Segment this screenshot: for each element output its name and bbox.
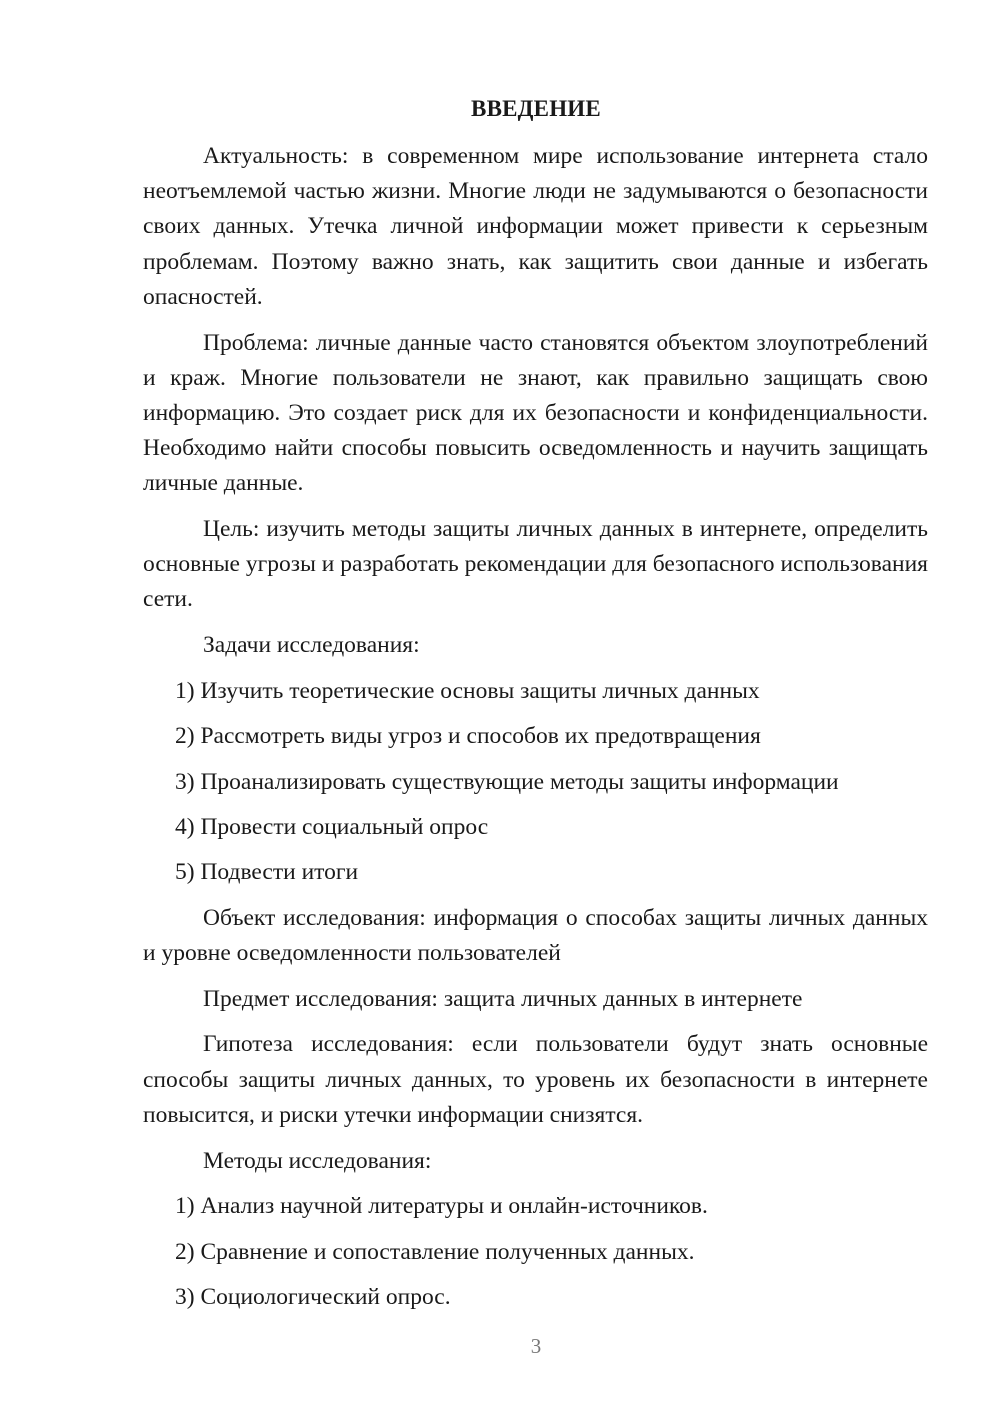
tasks-heading: Задачи исследования: — [203, 632, 420, 659]
list-item: 1) Изучить теоретические основы защиты личных данных — [175, 677, 760, 704]
introduction-body — [143, 139, 928, 1325]
list-item: 3) Социологический опрос. — [175, 1284, 451, 1310]
page-title: ВВЕДЕНИЕ — [471, 96, 601, 121]
list-item: 5) Подвести итоги — [175, 859, 359, 886]
paragraph-object: Объект исследования: информация о способах защиты личных данных и уровне осведомленности пользователей — [143, 904, 928, 966]
list-item: 3) Проанализировать существующие методы защиты информации — [175, 768, 839, 795]
tasks-list — [143, 674, 928, 891]
page-number: 3 — [530, 1334, 542, 1358]
paragraph-goal: Цель: изучить методы защиты личных данных в интернете, определить основные угрозы и разработать рекомендации для безопасного использования сети. — [143, 516, 928, 613]
methods-heading: Методы исследования: — [203, 1147, 432, 1174]
list-item: 4) Провести социальный опрос — [175, 814, 489, 841]
list-item: 2) Сравнение и сопоставление полученных данных. — [175, 1238, 695, 1265]
methods-list — [143, 1189, 928, 1315]
paragraph-relevance: Актуальность: в современном мире использование интернета стало неотъемлемой частью жизни. Многие люди не задумываются о безопасности своих данных. Утечка личной информации может привести к серьезным проблемам. Поэтому важно знать, как защитить свои данные и избегать опасностей. — [143, 143, 928, 310]
list-item: 2) Рассмотреть виды угроз и способов их предотвращения — [175, 723, 761, 750]
paragraph-subject: Предмет исследования: защита личных данных в интернете — [203, 985, 803, 1012]
list-item: 1) Анализ научной литературы и онлайн-источников. — [175, 1193, 708, 1220]
paragraph-problem: Проблема: личные данные часто становятся объектом злоупотреблений и краж. Многие пользователи не знают, как правильно защищать свою информацию. Это создает риск для их безопасности и конфиденциальности. Необходимо найти способы повысить осведомленность и научить защищать личные данные. — [143, 329, 928, 497]
paragraph-hypothesis: Гипотеза исследования: если пользователи будут знать основные способы защиты личных данных, то уровень их безопасности в интернете повысится, и риски утечки информации снизятся. — [143, 1031, 928, 1128]
